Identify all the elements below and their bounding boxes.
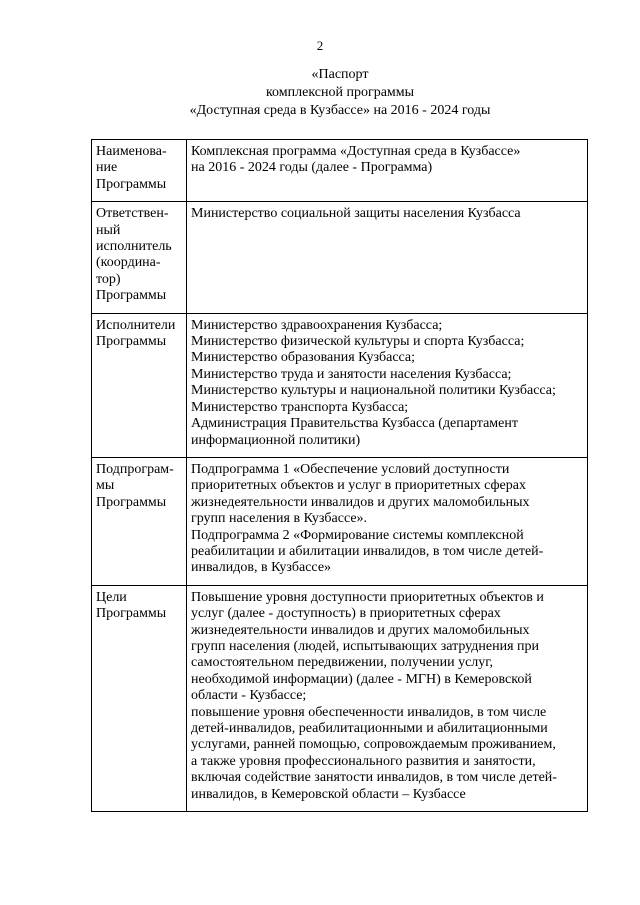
row-value-line: детей-инвалидов, реабилитационными и абилитационными (191, 721, 548, 736)
row-value-line: жизнедеятельности инвалидов и других маломобильных (191, 494, 530, 510)
heading-line-1: «Паспорт (311, 67, 369, 82)
row-label (92, 140, 187, 202)
row-label-line: (координа- (96, 255, 161, 271)
row-value-line: услуг (далее - доступность) в приоритетных сферах (191, 606, 501, 622)
table-row (92, 140, 588, 202)
heading-line-3: «Доступная среда в Кузбассе» на 2016 - 2024 годы (189, 103, 491, 118)
row-value-line: а также уровня профессионального развития и занятости, (191, 753, 536, 769)
row-value (187, 585, 588, 811)
row-label-line: ние (96, 160, 118, 176)
row-label (92, 202, 187, 313)
row-value-line: на 2016 - 2024 годы (далее - Программа) (191, 160, 433, 176)
row-value-line: инвалидов, в Кемеровской области – Кузбассе (191, 786, 466, 802)
row-value-line: Министерство труда и занятости населения Кузбасса; (191, 366, 512, 382)
row-value-line: Комплексная программа «Доступная среда в Кузбассе» (191, 144, 521, 159)
row-value-line: необходимой информации) (далее - МГН) в Кемеровской (191, 671, 532, 687)
row-value-line: повышение уровня обеспеченности инвалидов, в том числе (191, 704, 547, 720)
row-value-line: реабилитации и абилитации инвалидов, в том числе детей- (191, 543, 544, 559)
row-value (187, 313, 588, 457)
row-label-line: Исполнители (96, 317, 176, 333)
row-value (187, 140, 588, 202)
row-label-line: Ответствен- (96, 206, 169, 222)
row-label-line: Программы (96, 334, 167, 350)
page-number: 2 (316, 38, 324, 53)
row-label-line: Программы (96, 288, 167, 304)
passport-table (91, 139, 588, 812)
row-value-line: приоритетных объектов и услуг в приоритетных сферах (191, 478, 526, 494)
table-row (92, 457, 588, 585)
row-value-line: Министерство транспорта Кузбасса; (191, 399, 409, 415)
row-label-line: Цели (96, 589, 127, 605)
row-label-line: тор) (96, 271, 121, 287)
row-value (187, 457, 588, 585)
row-label (92, 313, 187, 457)
row-value-line: групп населения в Кузбассе». (191, 511, 368, 527)
row-label-line: Программы (96, 494, 167, 510)
row-label (92, 457, 187, 585)
row-value-line: области - Кузбассе; (191, 688, 307, 704)
table-row (92, 202, 588, 313)
row-value-line: групп населения (людей, испытывающих затруднения при (191, 638, 540, 654)
row-label-line: исполнитель (96, 239, 172, 255)
row-label-line: ный (96, 222, 121, 238)
document-heading (0, 66, 640, 120)
row-value-line: Министерство социальной защиты населения Кузбасса (191, 206, 521, 222)
row-value (187, 202, 588, 313)
table-row (92, 313, 588, 457)
row-label (92, 585, 187, 811)
row-value-line: Подпрограмма 2 «Формирование системы комплексной (191, 527, 524, 543)
row-value-line: Министерство здравоохранения Кузбасса; (191, 317, 443, 333)
heading-line-2: комплексной программы (265, 85, 415, 100)
row-label-line: Подпрограм- (96, 461, 174, 477)
row-label-line: мы (96, 478, 115, 494)
row-value-line: Подпрограмма 1 «Обеспечение условий доступности (191, 461, 510, 477)
row-value-line: включая содействие занятости инвалидов, в том числе детей- (191, 770, 557, 786)
row-value-line: Министерство культуры и национальной политики Кузбасса; (191, 383, 556, 399)
row-label-line: Наименова- (96, 144, 167, 159)
row-label-line: Программы (96, 606, 167, 622)
row-value-line: жизнедеятельности инвалидов и других маломобильных (191, 622, 530, 638)
row-label-line: Программы (96, 176, 167, 192)
row-value-line: инвалидов, в Кузбассе» (191, 560, 332, 576)
row-value-line: информационной политики) (191, 432, 361, 448)
row-value-line: Министерство физической культуры и спорта Кузбасса; (191, 334, 525, 350)
row-value-line: самостоятельном передвижении, получении услуг, (191, 655, 493, 671)
row-value-line: Повышение уровня доступности приоритетных объектов и (191, 589, 544, 605)
passport-table-body (92, 140, 588, 812)
table-row (92, 585, 588, 811)
row-value-line: Администрация Правительства Кузбасса (департамент (191, 416, 518, 432)
row-value-line: Министерство образования Кузбасса; (191, 350, 416, 366)
row-value-line: услугами, ранней помощью, сопровождаемым проживанием, (191, 737, 556, 753)
